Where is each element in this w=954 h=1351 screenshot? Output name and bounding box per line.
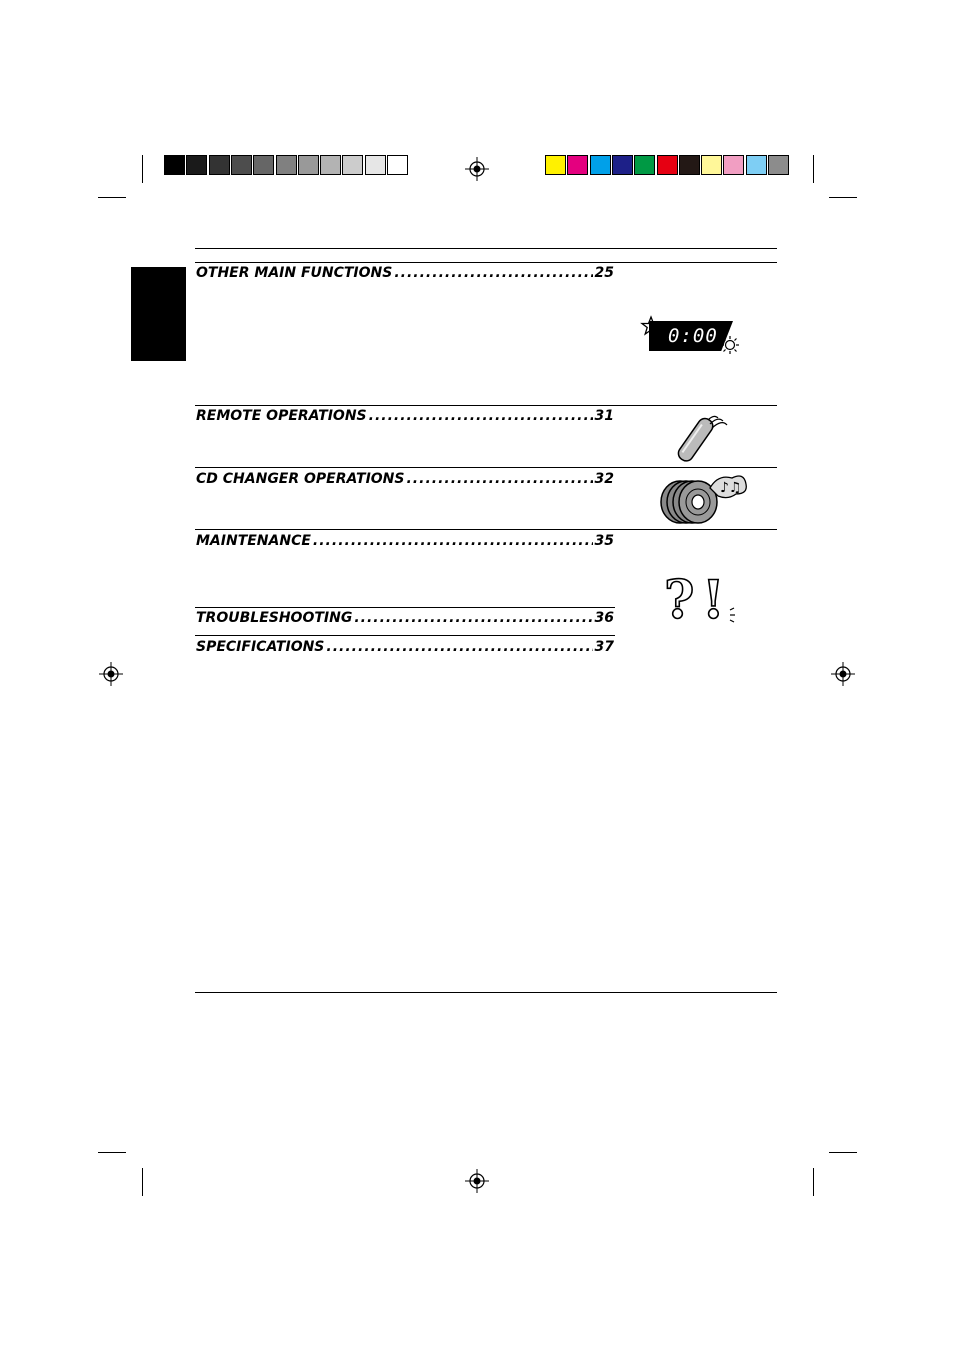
crop-mark xyxy=(98,1152,126,1153)
crop-mark xyxy=(813,1168,814,1196)
toc-title: SPECIFICATIONS xyxy=(196,639,325,655)
toc-entry[interactable] xyxy=(196,533,614,551)
color-swatch xyxy=(567,155,588,175)
registration-mark-icon xyxy=(99,662,123,686)
toc-leader xyxy=(354,610,592,626)
svg-text:!: ! xyxy=(702,570,725,624)
toc-title: CD CHANGER OPERATIONS xyxy=(196,471,405,487)
section-rule xyxy=(195,405,777,406)
color-swatch xyxy=(365,155,386,175)
color-swatch xyxy=(612,155,633,175)
section-rule xyxy=(195,635,615,636)
toc-page: 36 xyxy=(594,610,614,626)
color-swatch xyxy=(723,155,744,175)
color-swatch xyxy=(231,155,252,175)
clock-display-illustration xyxy=(640,315,744,355)
question-exclamation-icon xyxy=(662,570,738,624)
top-rule xyxy=(195,248,777,249)
crop-mark xyxy=(829,1152,857,1153)
remote-control-icon xyxy=(668,410,728,466)
section-rule xyxy=(195,607,615,608)
toc-entry[interactable] xyxy=(196,610,614,628)
color-swatch xyxy=(186,155,207,175)
top-rule xyxy=(195,262,777,263)
clock-time: 0:00 xyxy=(668,325,718,347)
color-swatch xyxy=(276,155,297,175)
color-swatch xyxy=(387,155,408,175)
crop-mark xyxy=(813,155,814,183)
toc-page: 25 xyxy=(594,265,614,281)
toc-page: 35 xyxy=(594,533,614,549)
toc-leader xyxy=(369,408,593,424)
color-swatch xyxy=(590,155,611,175)
crop-mark xyxy=(98,197,126,198)
bottom-rule xyxy=(195,992,777,993)
toc-leader xyxy=(313,533,593,549)
toc-title: OTHER MAIN FUNCTIONS xyxy=(196,265,393,281)
toc-title: REMOTE OPERATIONS xyxy=(196,408,367,424)
registration-mark-icon xyxy=(465,157,489,181)
toc-entry[interactable] xyxy=(196,408,614,426)
crop-mark xyxy=(142,1168,143,1196)
color-swatch xyxy=(746,155,767,175)
toc-entry[interactable] xyxy=(196,471,614,489)
toc-leader xyxy=(326,639,592,655)
toc-leader xyxy=(406,471,592,487)
color-swatch xyxy=(679,155,700,175)
color-swatch xyxy=(342,155,363,175)
color-swatch xyxy=(657,155,678,175)
sun-icon xyxy=(720,335,740,355)
section-rule xyxy=(195,467,777,468)
language-tab xyxy=(131,267,186,361)
color-swatch xyxy=(634,155,655,175)
cd-discs-icon xyxy=(658,470,750,526)
color-swatch xyxy=(545,155,566,175)
toc-entry[interactable] xyxy=(196,265,614,283)
color-swatch xyxy=(164,155,185,175)
toc-page: 37 xyxy=(594,639,614,655)
toc-entry[interactable] xyxy=(196,639,614,657)
color-swatch xyxy=(320,155,341,175)
color-swatch xyxy=(768,155,789,175)
color-swatch xyxy=(298,155,319,175)
toc-page: 31 xyxy=(594,408,614,424)
toc-title: MAINTENANCE xyxy=(196,533,311,549)
color-swatch xyxy=(253,155,274,175)
registration-mark-icon xyxy=(831,662,855,686)
color-swatch xyxy=(209,155,230,175)
crop-mark xyxy=(829,197,857,198)
registration-mark-icon xyxy=(465,1169,489,1193)
toc-leader xyxy=(394,265,592,281)
svg-text:♪♫: ♪♫ xyxy=(720,480,742,496)
toc-page: 32 xyxy=(594,471,614,487)
toc-title: TROUBLESHOOTING xyxy=(196,610,353,626)
color-swatch xyxy=(701,155,722,175)
section-rule xyxy=(195,529,777,530)
crop-mark xyxy=(142,155,143,183)
svg-text:?: ? xyxy=(664,570,695,624)
